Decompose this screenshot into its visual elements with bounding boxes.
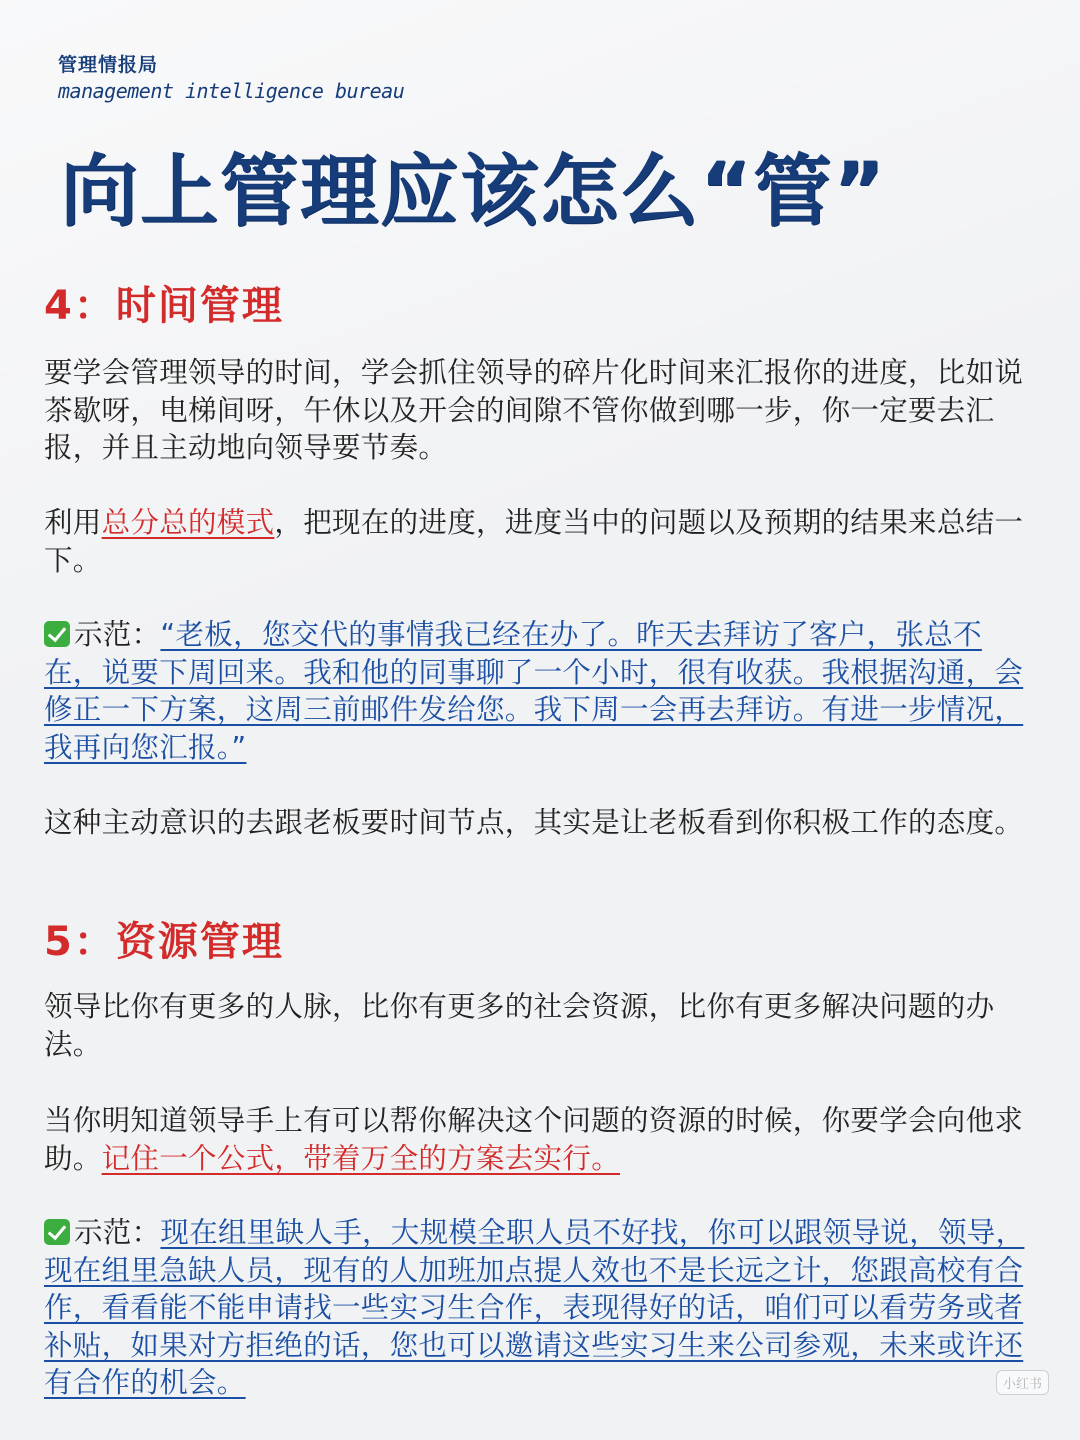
section-heading-resource-management: 5：资源管理 bbox=[44, 919, 284, 965]
section-heading-time-management: 4：时间管理 bbox=[44, 283, 284, 329]
section4-p2-text-before: 利用 bbox=[44, 506, 102, 539]
page-title: 向上管理应该怎么“管” bbox=[60, 147, 887, 237]
section4-paragraph-3: 这种主动意识的去跟老板要时间节点，其实是让老板看到你积极工作的态度。 bbox=[44, 806, 1024, 839]
brand-name-en: management intelligence bureau bbox=[58, 79, 405, 103]
section4-p2-highlight: 总分总的模式 bbox=[101, 506, 275, 539]
brand-block bbox=[58, 52, 404, 104]
check-mark-icon bbox=[44, 1219, 70, 1245]
section5-demo bbox=[44, 1214, 1034, 1402]
section4-demo-label: 示范： bbox=[74, 618, 161, 651]
section5-p2-text-before: 当你明知道领导手上有可以帮你解决这个问题的资源的时候，你要学会向他求助。 bbox=[44, 1104, 1024, 1175]
section4-p2-text-after: ，把现在的进度，进度当中的问题以及预期的结果来总结一下。 bbox=[44, 506, 1024, 577]
brand-name-cn: 管理情报局 bbox=[58, 54, 159, 76]
section4-paragraph-1: 要学会管理领导的时间，学会抓住领导的碎片化时间来汇报你的进度，比如说茶歇呀，电梯间呀，午休以及开会的间隙不管你做到哪一步，你一定要去汇报，并且主动地向领导要节奏。 bbox=[44, 356, 1024, 464]
section5-demo-text: 现在组里缺人手，大规模全职人员不好找，你可以跟领导说，领导，现在组里急缺人员，现有的人加班加点提人效也不是长远之计，您跟高校有合作，看看能不能申请找一些实习生合作，表现得好的话，咱们可以看劳务或者补贴，如果对方拒绝的话，您也可以邀请这些实习生来公司参观，未来或许还有合作的机会。 bbox=[44, 1216, 1025, 1399]
check-mark-icon bbox=[44, 621, 70, 647]
watermark-logo: 小红书 bbox=[996, 1370, 1049, 1395]
section4-demo-text: “老板，您交代的事情我已经在办了。昨天去拜访了客户，张总不在，说要下周回来。我和他的同事聊了一个小时，很有收获。我根据沟通，会修正一下方案，这周三前邮件发给您。我下周一会再去拜访。有进一步情况，我再向您汇报。” bbox=[44, 618, 1024, 764]
section4-demo bbox=[44, 616, 1034, 766]
section4-paragraph-2 bbox=[44, 504, 1034, 579]
section5-p2-highlight: 记住一个公式，带着万全的方案去实行。 bbox=[101, 1141, 621, 1175]
section5-demo-label: 示范： bbox=[74, 1216, 161, 1249]
section5-paragraph-1: 领导比你有更多的人脉，比你有更多的社会资源，比你有更多解决问题的办法。 bbox=[44, 990, 995, 1061]
section5-paragraph-2 bbox=[44, 1102, 1034, 1177]
